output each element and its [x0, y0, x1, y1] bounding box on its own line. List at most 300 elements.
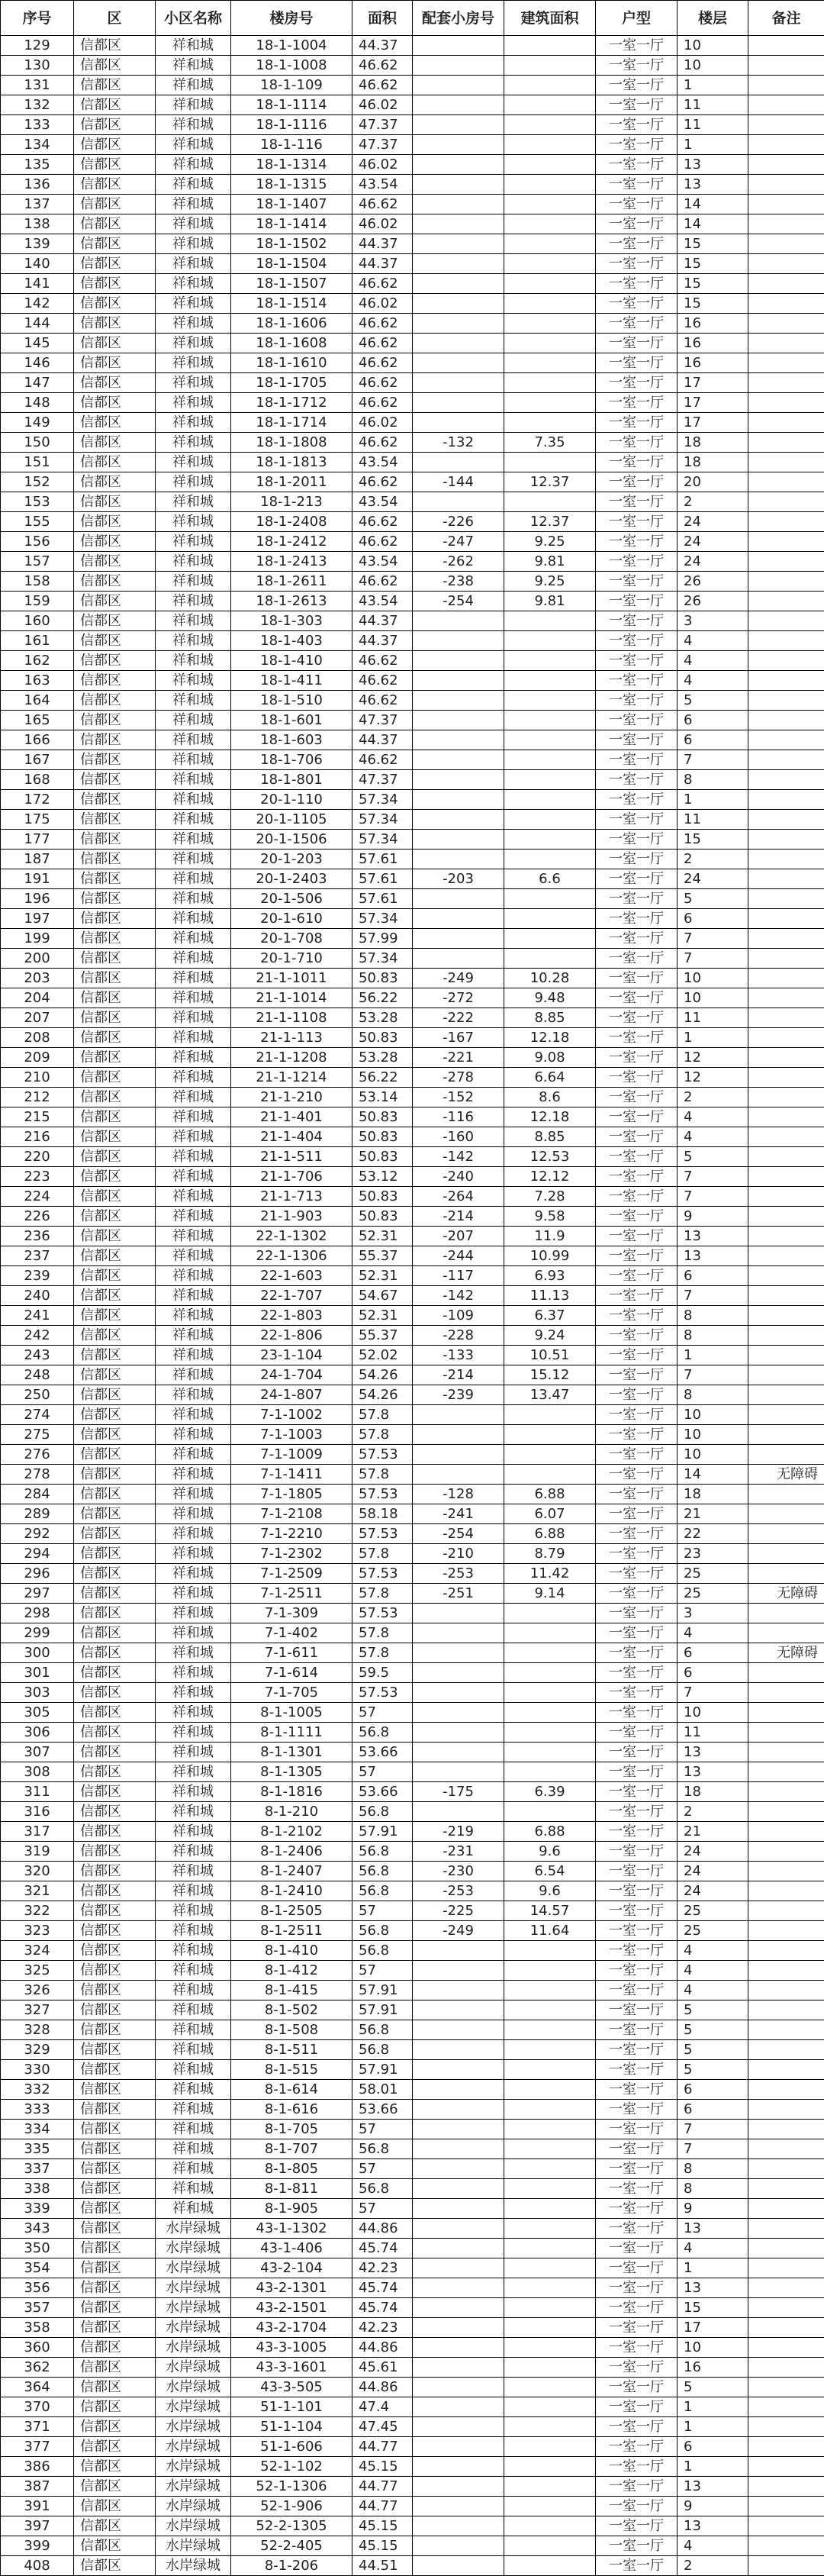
cell-floor: 14 — [678, 195, 748, 214]
cell-remark — [748, 453, 824, 472]
cell-remark — [748, 691, 824, 711]
cell-remark — [748, 2001, 824, 2020]
cell-serial: 131 — [1, 76, 74, 95]
cell-remark — [748, 1703, 824, 1723]
cell-storage-no — [413, 730, 504, 750]
cell-storage-no — [413, 294, 504, 314]
cell-area: 53.28 — [352, 1008, 413, 1028]
cell-community: 祥和城 — [156, 2139, 231, 2159]
cell-building-area — [504, 2199, 596, 2219]
cell-area: 57.34 — [352, 909, 413, 929]
cell-unit: 52-1-906 — [231, 2497, 352, 2516]
cell-unit: 8-1-2102 — [231, 1822, 352, 1842]
cell-building-area — [504, 1981, 596, 2001]
cell-building-area — [504, 2378, 596, 2397]
cell-floor: 5 — [678, 2001, 748, 2020]
cell-building-area — [504, 770, 596, 790]
cell-building-area: 12.53 — [504, 1147, 596, 1167]
table-row — [1, 373, 824, 393]
cell-floor: 20 — [678, 472, 748, 492]
cell-floor: 10 — [678, 1445, 748, 1465]
table-row — [1, 1822, 824, 1842]
table-row — [1, 2001, 824, 2020]
cell-layout: 一室一厅 — [596, 195, 678, 214]
cell-community: 祥和城 — [156, 1207, 231, 1227]
cell-storage-no — [413, 2139, 504, 2159]
cell-unit: 51-1-606 — [231, 2437, 352, 2457]
cell-unit: 18-1-1712 — [231, 393, 352, 413]
cell-layout: 一室一厅 — [596, 969, 678, 988]
header-area: 面积 — [352, 1, 413, 36]
cell-layout: 一室一厅 — [596, 36, 678, 56]
cell-building-area: 6.39 — [504, 1782, 596, 1802]
cell-area: 50.83 — [352, 1127, 413, 1147]
cell-serial: 320 — [1, 1862, 74, 1881]
cell-community: 祥和城 — [156, 572, 231, 592]
cell-district: 信都区 — [74, 1147, 156, 1167]
cell-area: 59.5 — [352, 1663, 413, 1683]
cell-area: 57.8 — [352, 1584, 413, 1604]
cell-district: 信都区 — [74, 1028, 156, 1048]
cell-district: 信都区 — [74, 1564, 156, 1584]
cell-serial: 187 — [1, 850, 74, 869]
cell-layout: 一室一厅 — [596, 1365, 678, 1385]
cell-storage-no: -142 — [413, 1147, 504, 1167]
cell-area: 58.01 — [352, 2080, 413, 2100]
cell-unit: 43-2-1501 — [231, 2298, 352, 2318]
cell-storage-no — [413, 373, 504, 393]
table-row — [1, 671, 824, 691]
cell-district: 信都区 — [74, 2358, 156, 2378]
cell-district: 信都区 — [74, 770, 156, 790]
cell-district: 信都区 — [74, 1068, 156, 1088]
cell-community: 祥和城 — [156, 2159, 231, 2179]
cell-remark — [748, 314, 824, 334]
cell-area: 47.4 — [352, 2397, 413, 2417]
cell-community: 祥和城 — [156, 1167, 231, 1187]
cell-remark — [748, 1107, 824, 1127]
cell-building-area — [504, 1604, 596, 1623]
cell-serial: 358 — [1, 2318, 74, 2338]
cell-building-area — [504, 2556, 596, 2576]
cell-remark — [748, 2239, 824, 2258]
cell-serial: 301 — [1, 1663, 74, 1683]
cell-community: 祥和城 — [156, 214, 231, 234]
cell-storage-no: -272 — [413, 988, 504, 1008]
cell-area: 43.54 — [352, 453, 413, 472]
cell-building-area — [504, 413, 596, 433]
cell-community: 祥和城 — [156, 1266, 231, 1286]
cell-remark — [748, 135, 824, 155]
cell-remark — [748, 2437, 824, 2457]
cell-serial: 161 — [1, 631, 74, 651]
cell-layout: 一室一厅 — [596, 175, 678, 195]
cell-unit: 21-1-1208 — [231, 1048, 352, 1068]
cell-community: 祥和城 — [156, 909, 231, 929]
cell-building-area: 9.81 — [504, 592, 596, 611]
cell-area: 44.37 — [352, 234, 413, 254]
cell-serial: 196 — [1, 889, 74, 909]
cell-layout: 一室一厅 — [596, 770, 678, 790]
cell-unit: 43-2-1704 — [231, 2318, 352, 2338]
cell-storage-no — [413, 234, 504, 254]
cell-layout: 一室一厅 — [596, 135, 678, 155]
cell-storage-no — [413, 810, 504, 830]
cell-serial: 129 — [1, 36, 74, 56]
cell-floor: 2 — [678, 850, 748, 869]
cell-layout: 一室一厅 — [596, 1286, 678, 1306]
cell-floor: 1 — [678, 1028, 748, 1048]
cell-layout: 一室一厅 — [596, 2080, 678, 2100]
cell-community: 水岸绿城 — [156, 2358, 231, 2378]
cell-remark — [748, 2556, 824, 2576]
cell-building-area: 9.48 — [504, 988, 596, 1008]
cell-floor: 6 — [678, 730, 748, 750]
cell-serial: 298 — [1, 1604, 74, 1623]
cell-storage-no: -214 — [413, 1365, 504, 1385]
cell-layout: 一室一厅 — [596, 1663, 678, 1683]
cell-community: 祥和城 — [156, 1008, 231, 1028]
cell-layout: 一室一厅 — [596, 214, 678, 234]
cell-unit: 18-1-1808 — [231, 433, 352, 453]
cell-floor: 7 — [678, 1167, 748, 1187]
cell-district: 信都区 — [74, 2556, 156, 2576]
cell-serial: 292 — [1, 1524, 74, 1544]
cell-district: 信都区 — [74, 314, 156, 334]
cell-unit: 21-1-713 — [231, 1187, 352, 1207]
cell-serial: 311 — [1, 1782, 74, 1802]
cell-building-area: 11.42 — [504, 1564, 596, 1584]
cell-remark — [748, 254, 824, 274]
cell-community: 祥和城 — [156, 512, 231, 532]
cell-storage-no — [413, 1743, 504, 1762]
cell-layout: 一室一厅 — [596, 1167, 678, 1187]
table-row — [1, 1227, 824, 1246]
cell-floor: 2 — [678, 492, 748, 512]
cell-remark: 无障碍 — [748, 1643, 824, 1663]
cell-storage-no — [413, 770, 504, 790]
cell-building-area — [504, 76, 596, 95]
cell-area: 57.8 — [352, 1643, 413, 1663]
cell-building-area — [504, 2536, 596, 2556]
cell-district: 信都区 — [74, 830, 156, 850]
cell-unit: 51-1-104 — [231, 2417, 352, 2437]
cell-serial: 364 — [1, 2378, 74, 2397]
cell-building-area — [504, 2120, 596, 2139]
cell-remark — [748, 1207, 824, 1227]
cell-serial: 200 — [1, 949, 74, 969]
cell-unit: 7-1-2511 — [231, 1584, 352, 1604]
cell-remark — [748, 671, 824, 691]
cell-unit: 7-1-402 — [231, 1623, 352, 1643]
cell-floor: 10 — [678, 988, 748, 1008]
cell-unit: 18-1-601 — [231, 711, 352, 730]
cell-floor: 4 — [678, 1961, 748, 1981]
cell-remark — [748, 155, 824, 175]
table-row — [1, 1802, 824, 1822]
cell-floor: 15 — [678, 234, 748, 254]
cell-serial: 299 — [1, 1623, 74, 1643]
cell-unit: 18-1-1705 — [231, 373, 352, 393]
cell-layout: 一室一厅 — [596, 1822, 678, 1842]
cell-unit: 8-1-1301 — [231, 1743, 352, 1762]
table-row — [1, 2358, 824, 2378]
cell-unit: 21-1-1014 — [231, 988, 352, 1008]
cell-floor: 15 — [678, 254, 748, 274]
cell-community: 祥和城 — [156, 373, 231, 393]
cell-unit: 7-1-705 — [231, 1683, 352, 1703]
cell-district: 信都区 — [74, 1842, 156, 1862]
cell-storage-no — [413, 2338, 504, 2358]
cell-storage-no — [413, 214, 504, 234]
cell-remark — [748, 909, 824, 929]
cell-district: 信都区 — [74, 1048, 156, 1068]
table-row — [1, 1008, 824, 1028]
cell-community: 祥和城 — [156, 1127, 231, 1147]
cell-area: 52.02 — [352, 1346, 413, 1365]
cell-floor: 4 — [678, 2239, 748, 2258]
cell-storage-no — [413, 1981, 504, 2001]
cell-floor: 1 — [678, 1346, 748, 1365]
cell-area: 46.62 — [352, 314, 413, 334]
cell-unit: 24-1-704 — [231, 1365, 352, 1385]
cell-remark — [748, 2080, 824, 2100]
cell-district: 信都区 — [74, 889, 156, 909]
cell-layout: 一室一厅 — [596, 1723, 678, 1743]
cell-building-area — [504, 1425, 596, 1445]
cell-floor: 6 — [678, 2100, 748, 2120]
cell-area: 45.74 — [352, 2298, 413, 2318]
cell-floor: 16 — [678, 353, 748, 373]
cell-district: 信都区 — [74, 671, 156, 691]
cell-floor: 7 — [678, 1286, 748, 1306]
cell-district: 信都区 — [74, 1365, 156, 1385]
cell-floor: 13 — [678, 2219, 748, 2239]
cell-serial: 167 — [1, 750, 74, 770]
cell-district: 信都区 — [74, 572, 156, 592]
cell-community: 祥和城 — [156, 1544, 231, 1564]
table-row — [1, 1445, 824, 1465]
cell-floor: 10 — [678, 1425, 748, 1445]
cell-area: 57.53 — [352, 1445, 413, 1465]
cell-building-area — [504, 611, 596, 631]
cell-unit: 18-1-1008 — [231, 56, 352, 76]
cell-building-area: 8.85 — [504, 1127, 596, 1147]
cell-community: 祥和城 — [156, 433, 231, 453]
cell-building-area: 7.35 — [504, 433, 596, 453]
cell-unit: 21-1-511 — [231, 1147, 352, 1167]
cell-layout: 一室一厅 — [596, 353, 678, 373]
table-row — [1, 691, 824, 711]
cell-storage-no — [413, 353, 504, 373]
cell-remark — [748, 195, 824, 214]
cell-serial: 337 — [1, 2159, 74, 2179]
cell-building-area: 9.25 — [504, 572, 596, 592]
cell-area: 53.66 — [352, 2100, 413, 2120]
cell-district: 信都区 — [74, 1743, 156, 1762]
cell-community: 祥和城 — [156, 1981, 231, 2001]
cell-community: 祥和城 — [156, 2060, 231, 2080]
cell-unit: 18-1-1507 — [231, 274, 352, 294]
cell-layout: 一室一厅 — [596, 492, 678, 512]
cell-floor: 10 — [678, 56, 748, 76]
cell-unit: 8-1-707 — [231, 2139, 352, 2159]
cell-layout: 一室一厅 — [596, 929, 678, 949]
cell-unit: 18-1-1813 — [231, 453, 352, 472]
cell-remark — [748, 1901, 824, 1921]
cell-serial: 140 — [1, 254, 74, 274]
cell-floor: 4 — [678, 631, 748, 651]
table-row — [1, 631, 824, 651]
cell-area: 46.62 — [352, 56, 413, 76]
cell-building-area — [504, 2258, 596, 2278]
cell-storage-no: -116 — [413, 1107, 504, 1127]
cell-unit: 18-1-1514 — [231, 294, 352, 314]
table-row — [1, 2338, 824, 2358]
cell-floor: 1 — [678, 2417, 748, 2437]
cell-storage-no — [413, 1663, 504, 1683]
cell-building-area — [504, 36, 596, 56]
cell-serial: 134 — [1, 135, 74, 155]
cell-layout: 一室一厅 — [596, 711, 678, 730]
cell-area: 46.62 — [352, 671, 413, 691]
cell-community: 祥和城 — [156, 869, 231, 889]
cell-floor: 9 — [678, 2199, 748, 2219]
cell-community: 水岸绿城 — [156, 2536, 231, 2556]
cell-district: 信都区 — [74, 155, 156, 175]
cell-remark — [748, 1683, 824, 1703]
cell-unit: 21-1-113 — [231, 1028, 352, 1048]
cell-storage-no: -210 — [413, 1544, 504, 1564]
cell-storage-no — [413, 691, 504, 711]
cell-district: 信都区 — [74, 2080, 156, 2100]
cell-remark — [748, 810, 824, 830]
cell-storage-no: -207 — [413, 1227, 504, 1246]
cell-serial: 150 — [1, 433, 74, 453]
cell-community: 祥和城 — [156, 393, 231, 413]
cell-storage-no: -133 — [413, 1346, 504, 1365]
cell-building-area — [504, 1802, 596, 1822]
cell-building-area: 12.12 — [504, 1167, 596, 1187]
cell-serial: 335 — [1, 2139, 74, 2159]
table-row — [1, 711, 824, 730]
cell-building-area — [504, 274, 596, 294]
cell-community: 祥和城 — [156, 1901, 231, 1921]
cell-area: 44.37 — [352, 254, 413, 274]
cell-floor: 1 — [678, 76, 748, 95]
cell-building-area — [504, 1743, 596, 1762]
cell-serial: 324 — [1, 1941, 74, 1961]
cell-community: 祥和城 — [156, 1306, 231, 1326]
table-row — [1, 1207, 824, 1227]
cell-unit: 18-1-109 — [231, 76, 352, 95]
table-row — [1, 56, 824, 76]
cell-storage-no — [413, 274, 504, 294]
cell-remark — [748, 234, 824, 254]
cell-building-area: 6.88 — [504, 1524, 596, 1544]
cell-storage-no — [413, 2318, 504, 2338]
cell-remark — [748, 1921, 824, 1941]
cell-unit: 7-1-1003 — [231, 1425, 352, 1445]
cell-storage-no: -251 — [413, 1584, 504, 1604]
cell-unit: 20-1-2403 — [231, 869, 352, 889]
header-remark: 备注 — [748, 1, 824, 36]
cell-layout: 一室一厅 — [596, 1107, 678, 1127]
cell-remark — [748, 2040, 824, 2060]
cell-floor: 17 — [678, 373, 748, 393]
cell-serial: 142 — [1, 294, 74, 314]
cell-community: 祥和城 — [156, 234, 231, 254]
cell-area: 47.37 — [352, 115, 413, 135]
cell-building-area — [504, 2020, 596, 2040]
cell-serial: 278 — [1, 1465, 74, 1485]
cell-serial: 356 — [1, 2278, 74, 2298]
cell-remark — [748, 2139, 824, 2159]
cell-community: 祥和城 — [156, 949, 231, 969]
cell-community: 水岸绿城 — [156, 2556, 231, 2576]
cell-remark — [748, 790, 824, 810]
table-row — [1, 810, 824, 830]
cell-remark — [748, 36, 824, 56]
cell-serial: 149 — [1, 413, 74, 433]
cell-layout: 一室一厅 — [596, 1782, 678, 1802]
cell-layout: 一室一厅 — [596, 1743, 678, 1762]
cell-district: 信都区 — [74, 730, 156, 750]
cell-remark — [748, 850, 824, 869]
cell-unit: 43-3-1601 — [231, 2358, 352, 2378]
cell-district: 信都区 — [74, 214, 156, 234]
cell-community: 祥和城 — [156, 1365, 231, 1385]
cell-floor: 13 — [678, 2278, 748, 2298]
cell-building-area — [504, 1623, 596, 1643]
cell-storage-no: -249 — [413, 969, 504, 988]
cell-floor: 4 — [678, 1981, 748, 2001]
cell-remark — [748, 1306, 824, 1326]
cell-remark — [748, 1088, 824, 1107]
cell-district: 信都区 — [74, 2278, 156, 2298]
cell-layout: 一室一厅 — [596, 1326, 678, 1346]
cell-serial: 137 — [1, 195, 74, 214]
cell-district: 信都区 — [74, 1524, 156, 1544]
table-row — [1, 2497, 824, 2516]
table-row — [1, 1643, 824, 1663]
cell-district: 信都区 — [74, 2179, 156, 2199]
cell-layout: 一室一厅 — [596, 1405, 678, 1425]
cell-floor: 4 — [678, 1107, 748, 1127]
cell-building-area — [504, 711, 596, 730]
cell-district: 信都区 — [74, 1227, 156, 1246]
cell-area: 53.66 — [352, 1743, 413, 1762]
cell-serial: 224 — [1, 1187, 74, 1207]
cell-remark: 无障碍 — [748, 1584, 824, 1604]
cell-serial: 386 — [1, 2457, 74, 2477]
cell-unit: 22-1-1302 — [231, 1227, 352, 1246]
cell-unit: 20-1-1105 — [231, 810, 352, 830]
cell-community: 水岸绿城 — [156, 2457, 231, 2477]
cell-storage-no — [413, 155, 504, 175]
cell-serial: 276 — [1, 1445, 74, 1465]
cell-serial: 236 — [1, 1227, 74, 1246]
cell-district: 信都区 — [74, 711, 156, 730]
cell-remark — [748, 1048, 824, 1068]
cell-layout: 一室一厅 — [596, 889, 678, 909]
cell-community: 水岸绿城 — [156, 2219, 231, 2239]
cell-floor: 25 — [678, 1564, 748, 1584]
table-row — [1, 1326, 824, 1346]
cell-layout: 一室一厅 — [596, 1901, 678, 1921]
cell-unit: 52-2-1305 — [231, 2516, 352, 2536]
cell-building-area: 14.57 — [504, 1901, 596, 1921]
